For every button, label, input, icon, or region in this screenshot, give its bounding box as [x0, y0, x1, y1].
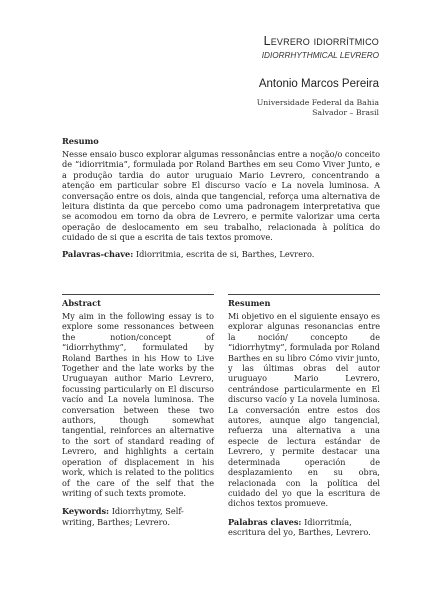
abstract-heading: Abstract: [62, 298, 101, 308]
abstract-keywords-label: Keywords:: [62, 506, 110, 517]
affiliation-institution: Universidade Federal da Bahia: [256, 98, 379, 107]
article-subtitle: IDIORRHYTHMICAL LEVRERO: [261, 51, 379, 60]
resumen-keywords-label: Palabras claves:: [228, 516, 302, 527]
resumen-heading: Resumen: [228, 298, 271, 308]
abstract-section: [62, 298, 214, 527]
author-affiliation: [257, 98, 379, 118]
author-name: Antonio Marcos Pereira: [258, 78, 379, 90]
resumo-keywords-list: Idiorritmia, escrita de si, Barthes, Levrero.: [133, 248, 315, 259]
resumen-keywords: [228, 517, 380, 538]
abstract-divider: [62, 294, 214, 295]
resumo-heading: Resumo: [62, 136, 99, 146]
resumo-section: [62, 136, 380, 259]
abstract-keywords: [62, 506, 214, 527]
resumen-section: [228, 298, 380, 538]
abstract-keywords-list: Idiorrhytmy, Self-writing, Barthes; Levrero.: [62, 506, 184, 527]
resumen-keywords-list: Idiorritmía, escritura del yo, Barthes, Levrero.: [228, 516, 371, 538]
affiliation-location: Salvador – Brasil: [312, 108, 379, 117]
article-title: Levrero idiorrítmico: [263, 34, 379, 48]
resumen-text: Mi objetivo en el siguiente ensayo es explorar algunas resonancias entre la noción/ concepto de “idiorrhytmy”, formulada por Roland Barthes en su libro Cómo vivir junto, y las últimas obras del autor uruguayo Mario Levrero, centrándose particularmente en El discurso vacío y La novela luminosa. La conversación entre estos dos autores, aunque algo tangencial, refuerza una alternativa a una especie de lectura estándar de Levrero, y permite destacar una determinada operación de desplazamiento en su obra, relacionada con la política del cuidado del yo que la escritura de dichos textos promueve.: [228, 311, 380, 509]
abstract-text: My aim in the following essay is to explore some ressonances between the notion/concept of “idiorrhythmy”, formulated by Roland Barthes in his How to Live Together and the late works by the Uruguayan author Mario Levrero, focussing particularly on El discurso vacío and La novela luminosa. The conversation between these two authors, though somewhat tangential, reinforces an alternative to the sort of standard reading of Levrero, and highlights a certain operation of displacement in his work, which is related to the politics of the care of the self that the writing of such texts promote.: [62, 311, 214, 498]
article-header: [257, 34, 379, 118]
resumen-divider: [228, 294, 380, 295]
resumo-keywords-label: Palavras-chave:: [62, 248, 134, 259]
resumo-text: Nesse ensaio busco explorar algumas ressonâncias entre a noção/o conceito de “idiorritmia”, formulada por Roland Barthes em seu Como Viver Junto, e a produção tardia do autor uruguaio Mario Levrero, concentrando a atenção em particular sobre El discurso vacío e La novela luminosa. A conversação entre os dois, ainda que tangencial, reforça uma alternativa de leitura distinta da que percebo como uma padronagem interpretativa que se acomodou em torno da obra de Levrero, e permite valorizar uma certa operação de deslocamento em seu trabalho, relacionada à política do cuidado de si que a escrita de tais textos promove.: [62, 149, 380, 243]
resumo-keywords: [62, 249, 380, 259]
